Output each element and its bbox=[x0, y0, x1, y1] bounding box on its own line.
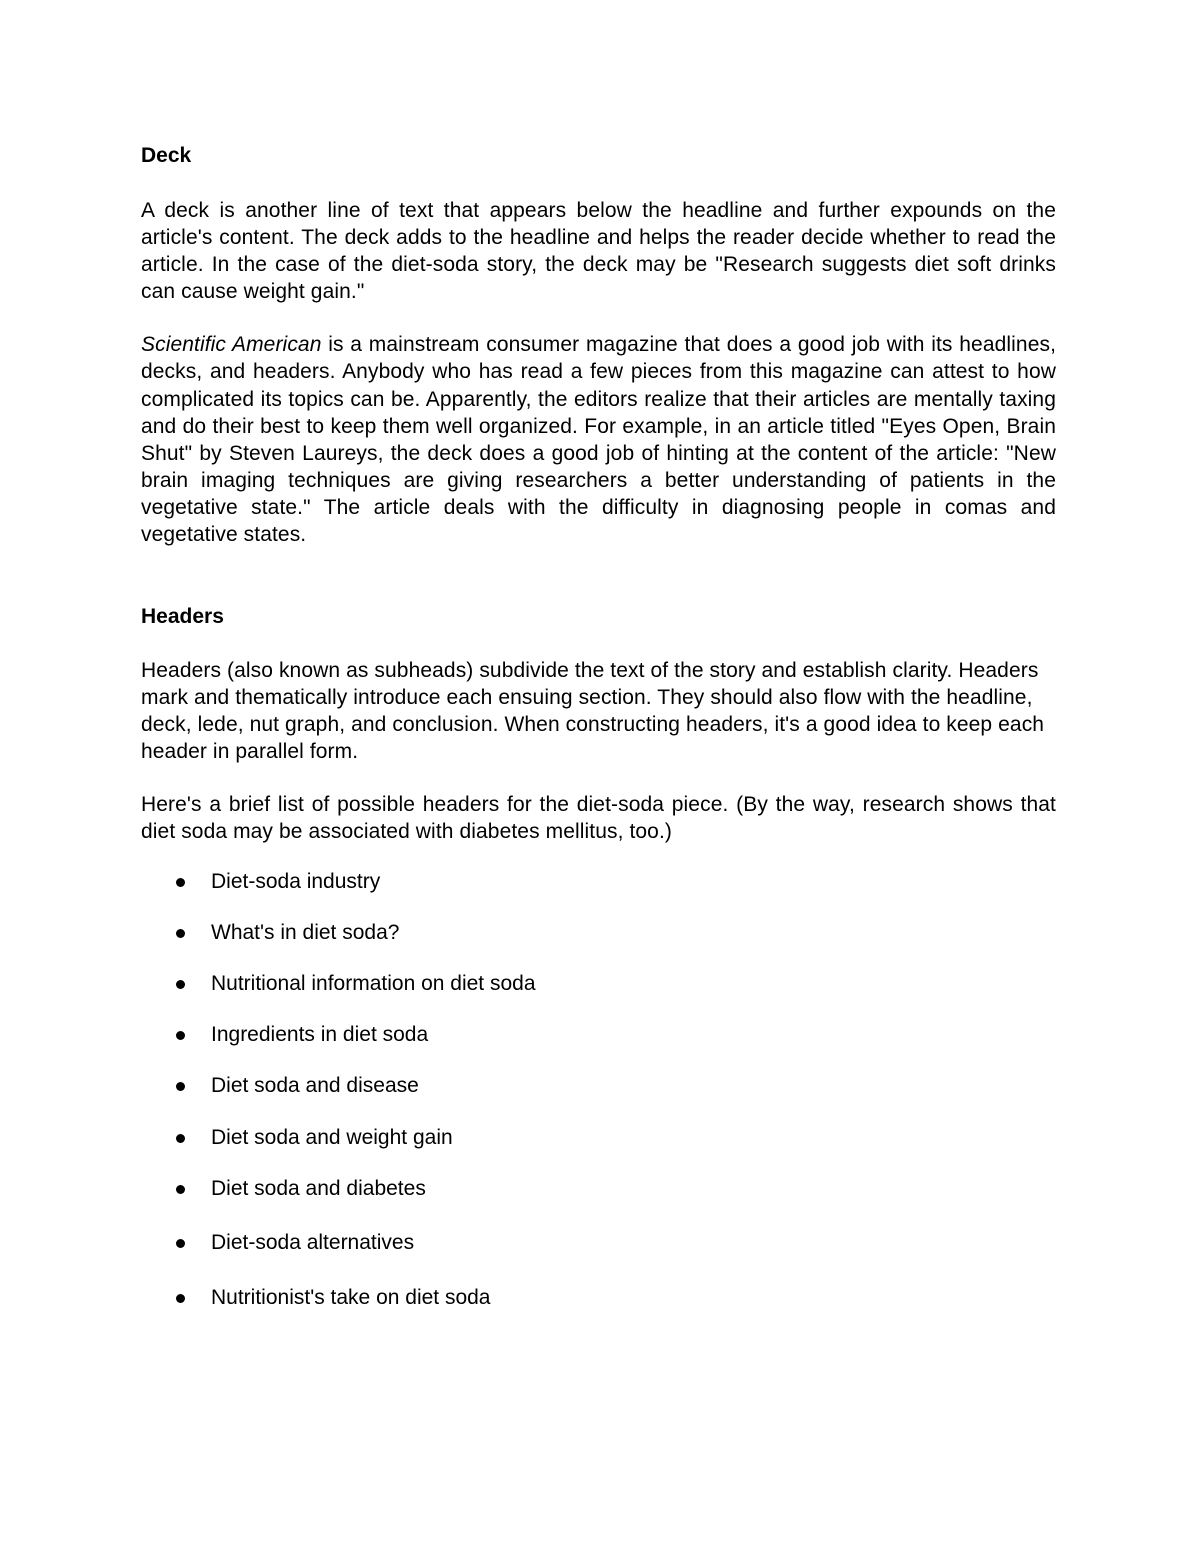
headers-paragraph-1: Headers (also known as subheads) subdivide the text of the story and establish clarity. Headers mark and thematically introduce each ensuing section. They should also flow with the headline, deck, lede, nut graph, and conclusion. When constructing headers, it's a good idea to keep each header in parallel form. bbox=[141, 659, 1045, 764]
bullet-icon bbox=[176, 1294, 185, 1303]
bullet-icon bbox=[176, 1031, 185, 1040]
magazine-title: Scientific American bbox=[141, 333, 322, 357]
list-item: Nutritionist's take on diet soda bbox=[141, 1284, 1056, 1311]
headers-heading: Headers bbox=[141, 605, 224, 629]
list-item: Diet soda and diabetes bbox=[141, 1175, 1056, 1202]
bullet-icon bbox=[176, 1134, 185, 1143]
list-item: Nutritional information on diet soda bbox=[141, 970, 1056, 997]
deck-paragraph-2-text: is a mainstream consumer magazine that does a good job with its headlines, decks, and headers. Anybody who has read a few pieces from this magazine can attest to how complicated its topics can be. Apparently, the editors realize that their articles are mentally taxing and do their best to keep them well organized. For example, in an article titled "Eyes Open, Brain Shut" by Steven Laureys, the deck does a good job of hinting at the content of the article: "New brain imaging techniques are giving researchers a better understanding of patients in the vegetative state." The article deals with the difficulty in diagnosing people in comas and vegetative states. bbox=[141, 333, 1057, 547]
list-item: Diet-soda alternatives bbox=[141, 1229, 1056, 1256]
deck-paragraph-2 bbox=[141, 331, 1056, 548]
list-item: Diet soda and disease bbox=[141, 1072, 1056, 1099]
bullet-icon bbox=[176, 1082, 185, 1091]
headers-list bbox=[141, 868, 1056, 1311]
list-item: What's in diet soda? bbox=[141, 919, 1056, 946]
list-item: Ingredients in diet soda bbox=[141, 1021, 1056, 1048]
bullet-icon bbox=[176, 980, 185, 989]
deck-heading: Deck bbox=[141, 144, 192, 167]
bullet-icon bbox=[176, 1239, 185, 1248]
headers-paragraph-2: Here's a brief list of possible headers for the diet-soda piece. (By the way, research shows that diet soda may be associated with diabetes mellitus, too.) bbox=[141, 792, 1056, 843]
bullet-icon bbox=[176, 1185, 185, 1194]
list-item: Diet-soda industry bbox=[141, 868, 1056, 895]
list-item: Diet soda and weight gain bbox=[141, 1124, 1056, 1151]
bullet-icon bbox=[176, 929, 185, 938]
deck-paragraph-1: A deck is another line of text that appears below the headline and further expounds on the article's content. The deck adds to the headline and helps the reader decide whether to read the article. In the case of the diet-soda story, the deck may be "Research suggests diet soft drinks can cause weight gain." bbox=[141, 199, 1056, 304]
bullet-icon bbox=[176, 878, 185, 887]
